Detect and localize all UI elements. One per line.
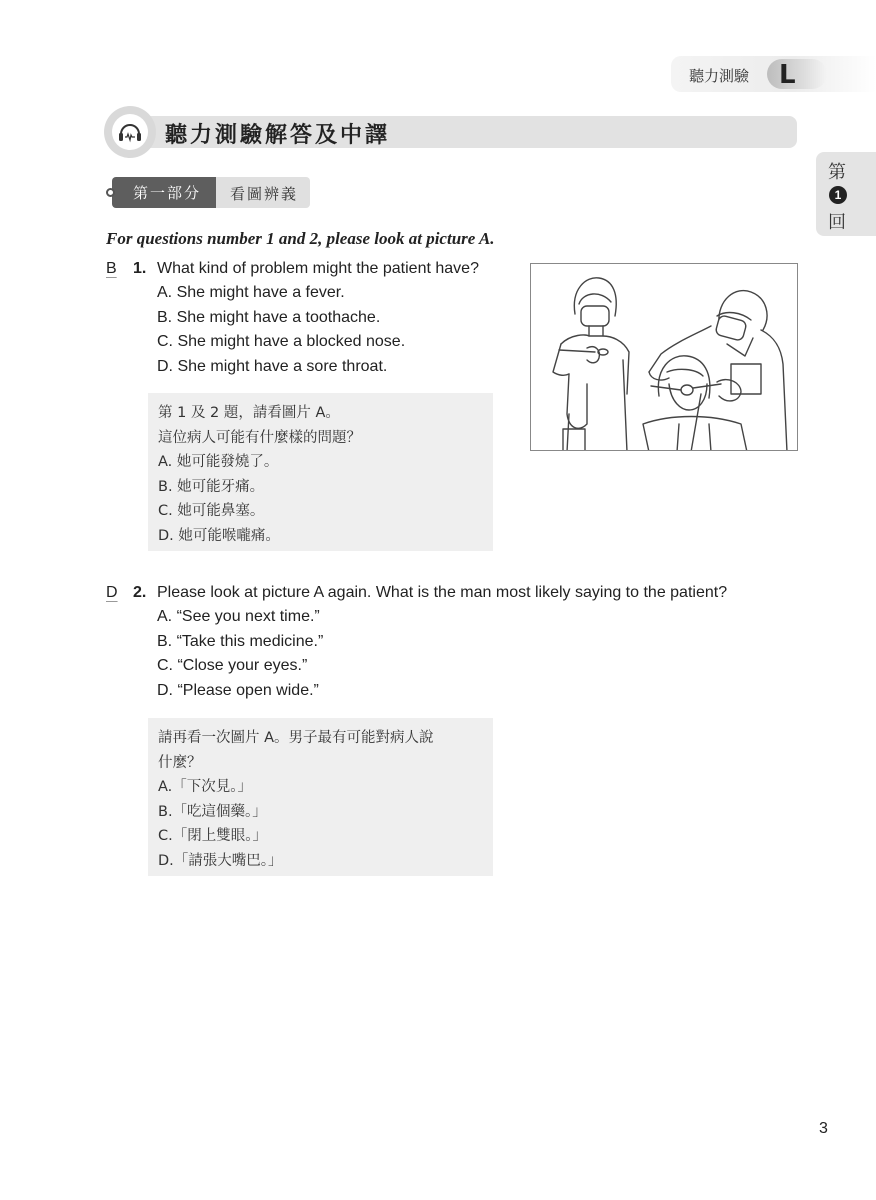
running-header: [671, 56, 876, 92]
question-stem: What kind of problem might the patient have?: [157, 260, 479, 277]
question-number: 2.: [133, 584, 147, 601]
translation-line: D. 她可能喉嚨痛。: [158, 527, 280, 544]
running-header-label: 聽力測驗: [689, 67, 750, 85]
tab-number-badge: 1: [829, 186, 847, 204]
translation-line: B. 她可能牙痛。: [158, 478, 265, 495]
translation-line: B.「吃這個藥。」: [158, 803, 267, 820]
tab-suffix: 回: [828, 212, 846, 233]
dental-scene-illustration: [531, 264, 798, 451]
answer-key: D: [106, 584, 118, 601]
options-list: [157, 284, 405, 382]
option-a: A. She might have a fever.: [157, 284, 345, 301]
question-stem: Please look at picture A again. What is the man most likely saying to the patient?: [157, 584, 728, 601]
translation-line: C.「閉上雙眼。」: [158, 828, 267, 844]
question-number: 1.: [133, 260, 147, 277]
option-c: C. “Close your eyes.”: [157, 657, 308, 674]
translation-box-1: [148, 393, 493, 551]
option-b: B. “Take this medicine.”: [157, 632, 324, 650]
bullet-dot-icon: [106, 188, 115, 197]
picture-a: [530, 263, 798, 451]
translation-line: C. 她可能鼻塞。: [158, 503, 265, 519]
part-name: 看圖辨義: [230, 185, 299, 203]
translation-box-2: [148, 718, 493, 876]
option-b: B. She might have a toothache.: [157, 308, 381, 326]
section-letter-pill: [767, 59, 827, 89]
translation-line: 第 1 及 2 題，請看圖片 A。: [158, 405, 340, 421]
part-number-box: [112, 177, 216, 208]
option-d: D. “Please open wide.”: [157, 681, 319, 699]
part-name-box: [216, 177, 310, 208]
options-list: [157, 608, 323, 706]
translation-line: D.「請張大嘴巴。」: [158, 852, 283, 869]
option-d: D. She might have a sore throat.: [157, 357, 388, 375]
section-title: 聽力測驗解答及中譯: [165, 123, 391, 148]
instruction: For questions number 1 and 2, please look at picture A.: [106, 229, 495, 248]
headphones-icon: [116, 118, 144, 146]
tab-prefix: 第: [828, 162, 846, 183]
section-letter: L: [779, 60, 796, 90]
part-number: 第一部分: [133, 184, 202, 202]
translation-line: A. 她可能發燒了。: [158, 454, 279, 470]
translation-line: 請再看一次圖片 A。男子最有可能對病人說: [158, 730, 434, 746]
option-a: A. “See you next time.”: [157, 608, 320, 625]
translation-line: 什麼？: [158, 754, 202, 771]
page-number: 3: [819, 1120, 828, 1137]
answer-key: B: [106, 260, 117, 277]
translation-line: A.「下次見。」: [158, 779, 253, 795]
option-c: C. She might have a blocked nose.: [157, 333, 406, 350]
test-number-tab: [816, 152, 876, 236]
translation-line: 這位病人可能有什麼樣的問題？: [158, 429, 361, 446]
